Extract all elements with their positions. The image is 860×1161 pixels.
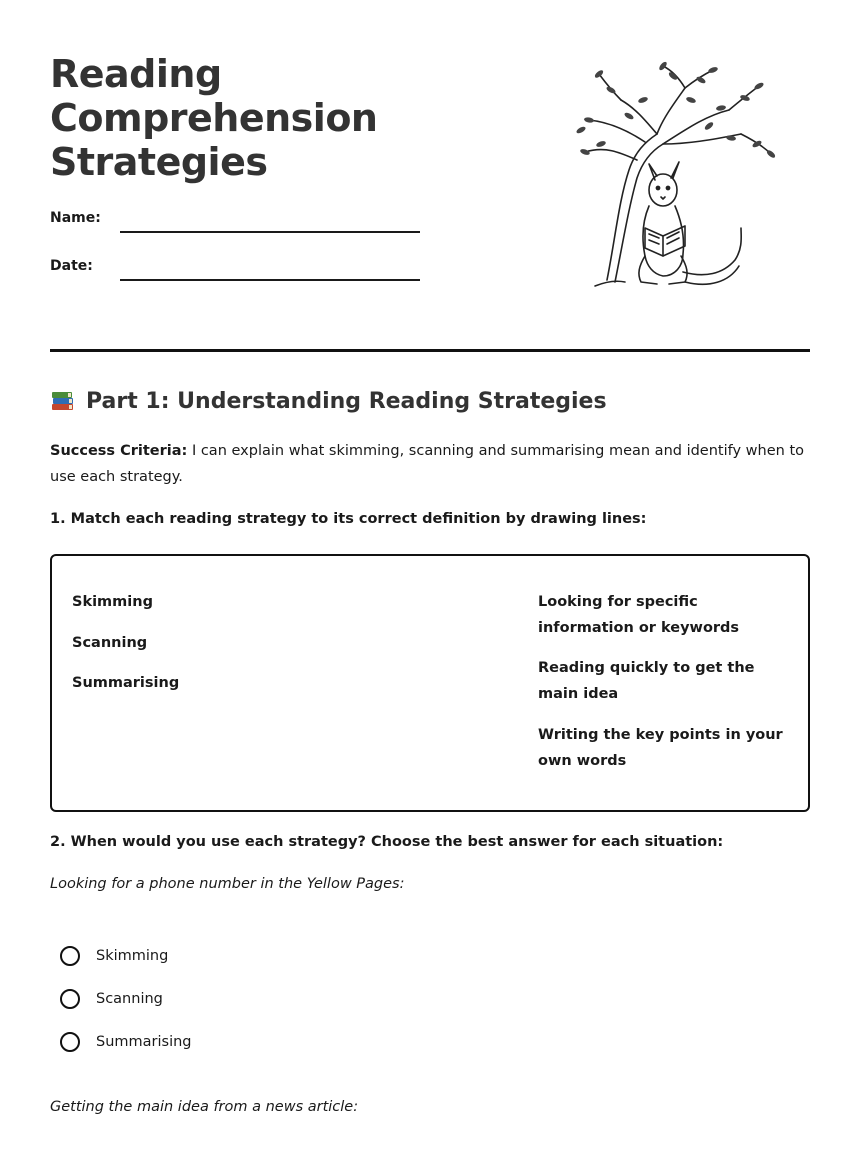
date-input-line[interactable] bbox=[120, 279, 420, 281]
radio-button[interactable] bbox=[60, 989, 80, 1009]
success-criteria bbox=[50, 438, 810, 490]
success-criteria-text: I can explain what skimming, scanning and summarising mean and identify when to use each strategy. bbox=[50, 443, 804, 485]
situation-2-text: Getting the main idea from a news article: bbox=[50, 1099, 359, 1115]
worksheet-title: Reading Comprehension Strategies bbox=[50, 52, 378, 184]
name-label: Name: bbox=[50, 210, 101, 226]
success-criteria-label: Success Criteria: bbox=[50, 443, 188, 459]
part1-heading bbox=[50, 388, 607, 414]
part1-title: Part 1: Understanding Reading Strategies bbox=[86, 388, 607, 414]
definition-key-points[interactable]: Writing the key points in your own words bbox=[538, 727, 783, 769]
kangaroo-reading-illustration bbox=[545, 60, 785, 310]
question-1-prompt: 1. Match each reading strategy to its correct definition by drawing lines: bbox=[50, 511, 647, 527]
date-label: Date: bbox=[50, 258, 93, 274]
option-label: Summarising bbox=[96, 1034, 192, 1050]
radio-button[interactable] bbox=[60, 1032, 80, 1052]
radio-button[interactable] bbox=[60, 946, 80, 966]
name-field bbox=[50, 208, 420, 232]
option-label: Scanning bbox=[96, 991, 163, 1007]
books-icon bbox=[50, 388, 76, 414]
term-skimming[interactable]: Skimming bbox=[72, 594, 153, 610]
definition-specific-information[interactable]: Looking for specific information or keywords bbox=[538, 594, 740, 636]
name-input-line[interactable] bbox=[120, 231, 420, 233]
option-label: Skimming bbox=[96, 948, 169, 964]
date-field bbox=[50, 256, 420, 280]
term-scanning[interactable]: Scanning bbox=[72, 635, 148, 651]
situation-1-option-skimming[interactable] bbox=[60, 943, 168, 969]
definition-main-idea[interactable]: Reading quickly to get the main idea bbox=[538, 660, 755, 702]
header-divider bbox=[50, 349, 810, 352]
situation-1-option-summarising[interactable] bbox=[60, 1029, 192, 1055]
matching-box bbox=[50, 554, 810, 812]
question-2-prompt: 2. When would you use each strategy? Choose the best answer for each situation: bbox=[50, 834, 724, 850]
situation-1-option-scanning[interactable] bbox=[60, 986, 163, 1012]
situation-1-text: Looking for a phone number in the Yellow Pages: bbox=[50, 876, 405, 892]
term-summarising[interactable]: Summarising bbox=[72, 675, 180, 691]
